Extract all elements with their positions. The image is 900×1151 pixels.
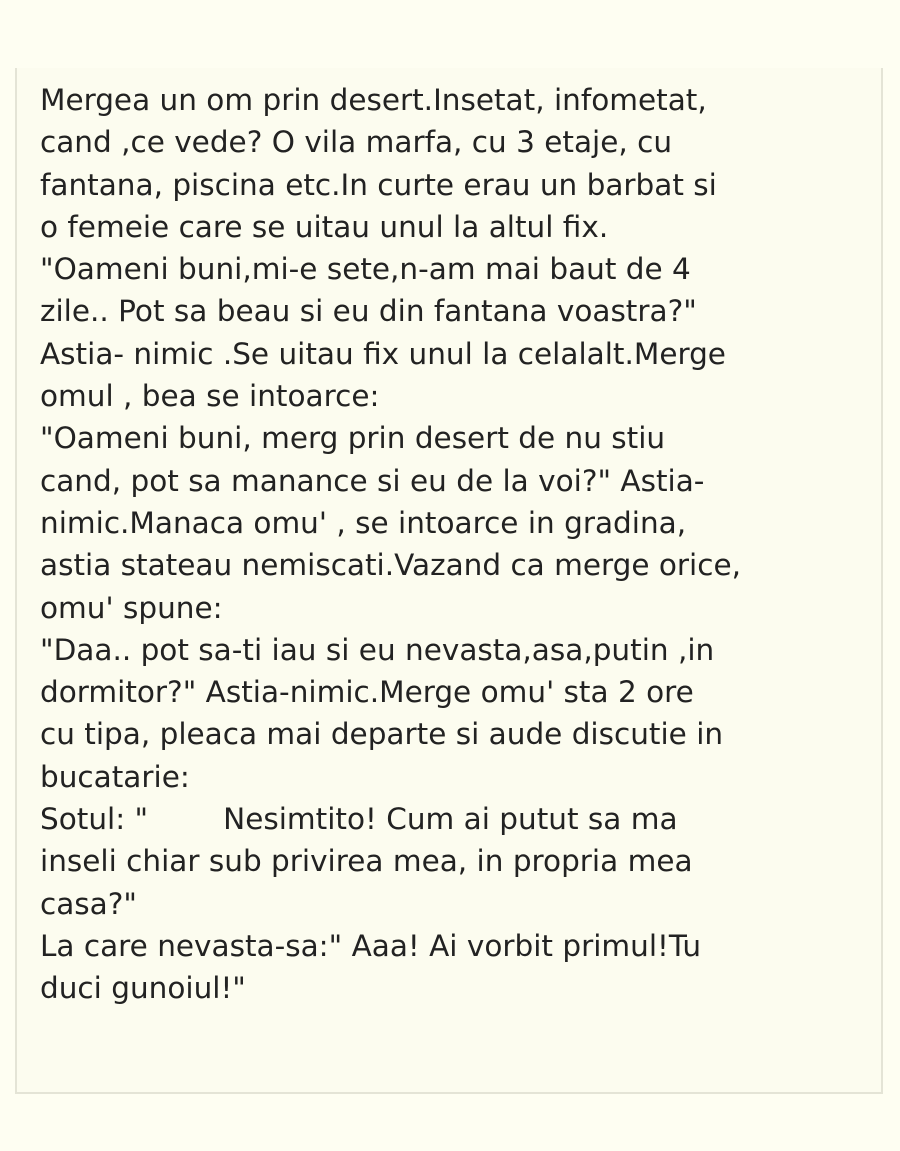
text-line: zile.. Pot sa beau si eu din fantana voastra?"	[40, 294, 697, 329]
text-line: casa?"	[40, 886, 137, 921]
text-line: Astia- nimic .Se uitau fix unul la celalalt.Merge	[40, 336, 726, 371]
text-line: omu' spune:	[40, 590, 223, 625]
text-line: astia stateau nemiscati.Vazand ca merge orice,	[40, 548, 741, 583]
text-line: La care nevasta-sa:" Aaa! Ai vorbit primul!Tu	[40, 928, 702, 963]
text-line: "Oameni buni, merg prin desert de nu stiu	[40, 421, 666, 456]
text-line: cand, pot sa manance si eu de la voi?" Astia-	[40, 463, 705, 498]
text-line: fantana, piscina etc.In curte erau un barbat si	[40, 167, 717, 202]
text-line: Mergea un om prin desert.Insetat, infometat,	[40, 83, 707, 117]
text-line: cand ,ce vede? O vila marfa, cu 3 etaje, cu	[40, 125, 673, 160]
text-line: "Oameni buni,mi-e sete,n-am mai baut de 4	[40, 252, 691, 287]
text-line: Sotul: " Nesimtito! Cum ai putut sa ma	[40, 802, 678, 837]
text-line: duci gunoiul!"	[40, 971, 246, 1006]
text-line: dormitor?" Astia-nimic.Merge omu' sta 2 ore	[40, 675, 694, 710]
text-line: "Daa.. pot sa-ti iau si eu nevasta,asa,putin ,in	[40, 632, 715, 667]
text-line: o femeie care se uitau unul la altul fix.	[40, 209, 609, 244]
text-line: nimic.Manaca omu' , se intoarce in gradina,	[40, 505, 687, 540]
text-line: inseli chiar sub privirea mea, in propria mea	[40, 844, 693, 879]
text-line: omul , bea se intoarce:	[40, 379, 380, 414]
text-line: cu tipa, pleaca mai departe si aude discutie in	[40, 717, 724, 752]
text-line: bucatarie:	[40, 759, 190, 794]
joke-text	[40, 79, 860, 1010]
